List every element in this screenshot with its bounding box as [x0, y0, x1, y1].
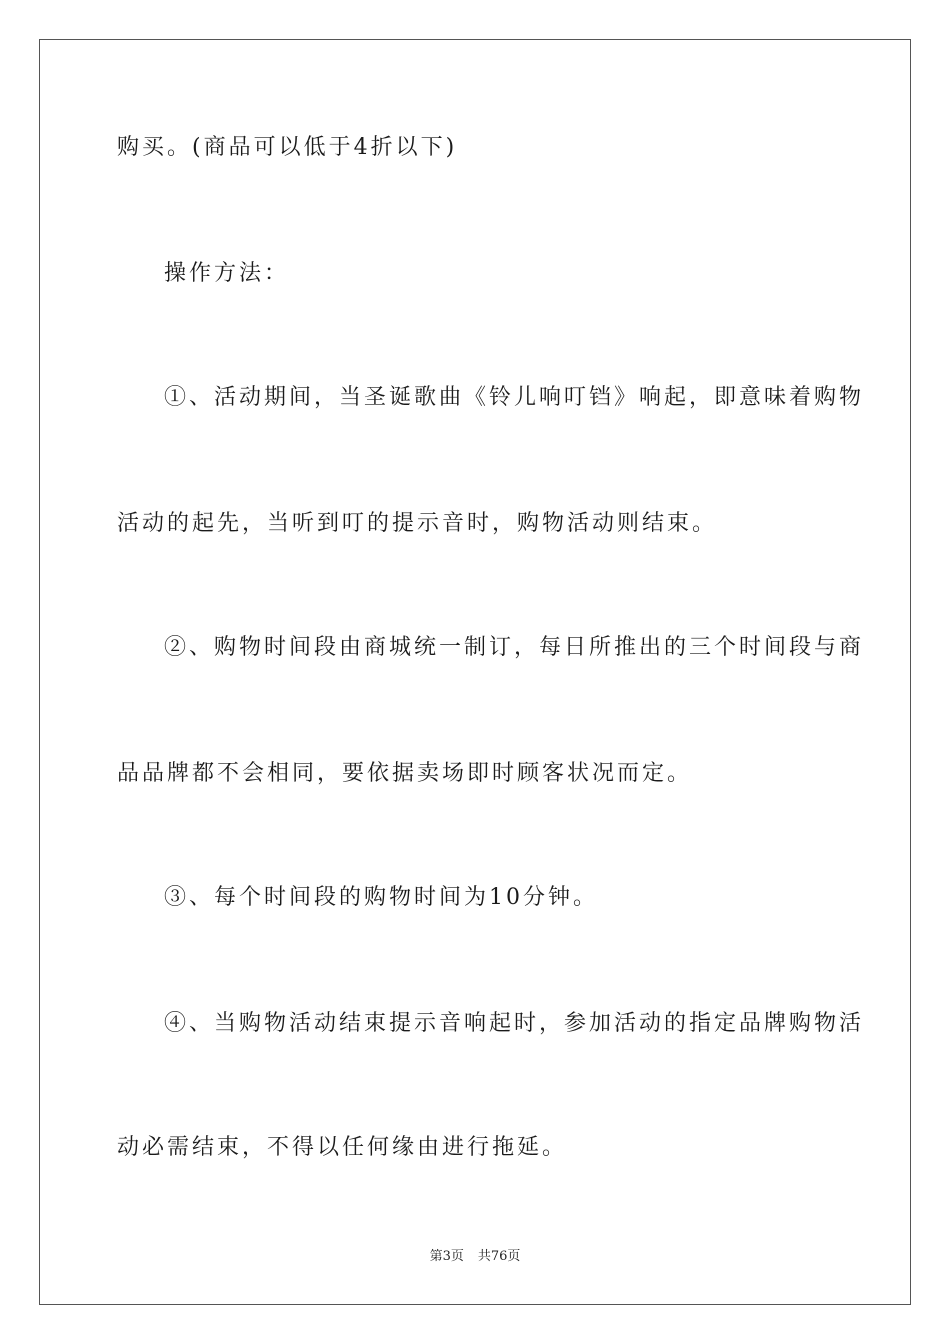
list-item-2: ②、购物时间段由商城统一制订，每日所推出的三个时间段与商 [164, 635, 865, 660]
section-heading: 操作方法： [164, 261, 290, 286]
page-footer [0, 1248, 950, 1266]
page-number-total: 共76页 [477, 1249, 521, 1264]
list-item-3: ③、每个时间段的购物时间为10分钟。 [164, 885, 598, 910]
body-text-line: 购买。(商品可以低于4折以下) [117, 135, 458, 160]
list-item-1: ①、活动期间，当圣诞歌曲《铃儿响叮铛》响起，即意味着购物 [164, 385, 865, 410]
list-item-4-continuation: 动必需结束，不得以任何缘由进行拖延。 [117, 1135, 568, 1160]
page-number-current: 第3页 [429, 1249, 464, 1264]
page-frame [39, 39, 911, 1305]
list-item-1-continuation: 活动的起先，当听到叮的提示音时，购物活动则结束。 [117, 511, 718, 536]
list-item-4: ④、当购物活动结束提示音响起时，参加活动的指定品牌购物活 [164, 1011, 865, 1036]
list-item-2-continuation: 品品牌都不会相同，要依据卖场即时顾客状况而定。 [117, 761, 693, 786]
